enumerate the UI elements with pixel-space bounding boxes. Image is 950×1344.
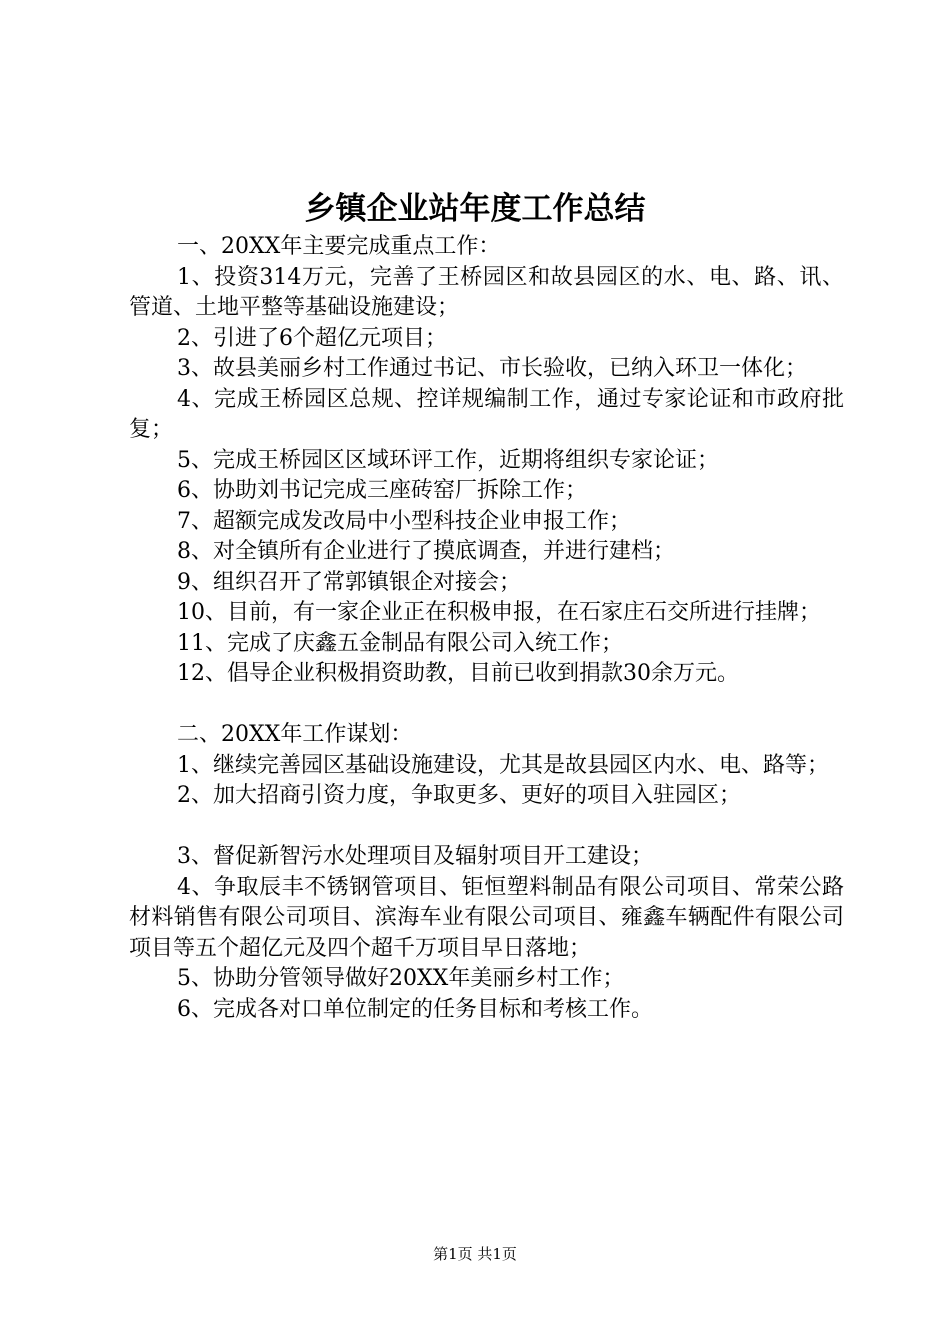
paragraph: 6、完成各对口单位制定的任务目标和考核工作。: [177, 996, 653, 1022]
document-title: 乡镇企业站年度工作总结: [304, 191, 646, 227]
paragraph: 1、投资314万元，完善了王桥园区和故县园区的水、电、路、讯、管道、土地平整等基础设施建设；: [129, 264, 844, 320]
paragraph: 8、对全镇所有企业进行了摸底调查，并进行建档；: [177, 539, 675, 564]
paragraph: 9、组织召开了常郭镇银企对接会；: [177, 569, 521, 595]
paragraph: 4、完成王桥园区总规、控详规编制工作，通过专家论证和市政府批复；: [129, 386, 844, 442]
blank-line: [129, 812, 844, 843]
paragraph: 二、20XX年工作谋划：: [177, 722, 413, 747]
paragraph: 6、协助刘书记完成三座砖窑厂拆除工作；: [177, 478, 587, 503]
paragraph: 2、加大招商引资力度，争取更多、更好的项目入驻园区；: [177, 783, 741, 808]
paragraph: 2、引进了6个超亿元项目；: [177, 325, 447, 351]
paragraph: 7、超额完成发改局中小型科技企业申报工作；: [177, 508, 631, 534]
page-footer: 第1页 共1页: [433, 1245, 517, 1263]
paragraph: 3、故县美丽乡村工作通过书记、市长验收，已纳入环卫一体化；: [177, 356, 807, 381]
blank-line: [129, 690, 844, 721]
paragraph: 5、协助分管领导做好20XX年美丽乡村工作；: [177, 966, 625, 991]
paragraph: 1、继续完善园区基础设施建设，尤其是故县园区内水、电、路等；: [177, 752, 829, 778]
paragraph: 10、目前，有一家企业正在积极申报，在石家庄石交所进行挂牌；: [177, 600, 821, 625]
paragraph: 4、争取辰丰不锈钢管项目、钜恒塑料制品有限公司项目、常荣公路材料销售有限公司项目、滨海车业有限公司项目、雍鑫车辆配件有限公司项目等五个超亿元及四个超千万项目早日落地；: [129, 874, 844, 961]
document-body: [129, 232, 844, 1025]
paragraph: 12、倡导企业积极捐资助教，目前已收到捐款30余万元。: [177, 661, 739, 686]
paragraph: 11、完成了庆鑫五金制品有限公司入统工作；: [177, 630, 623, 656]
paragraph: 3、督促新智污水处理项目及辐射项目开工建设；: [177, 844, 653, 869]
paragraph: 5、完成王桥园区区域环评工作，近期将组织专家论证；: [177, 447, 719, 473]
paragraph: 一、20XX年主要完成重点工作：: [177, 234, 501, 259]
